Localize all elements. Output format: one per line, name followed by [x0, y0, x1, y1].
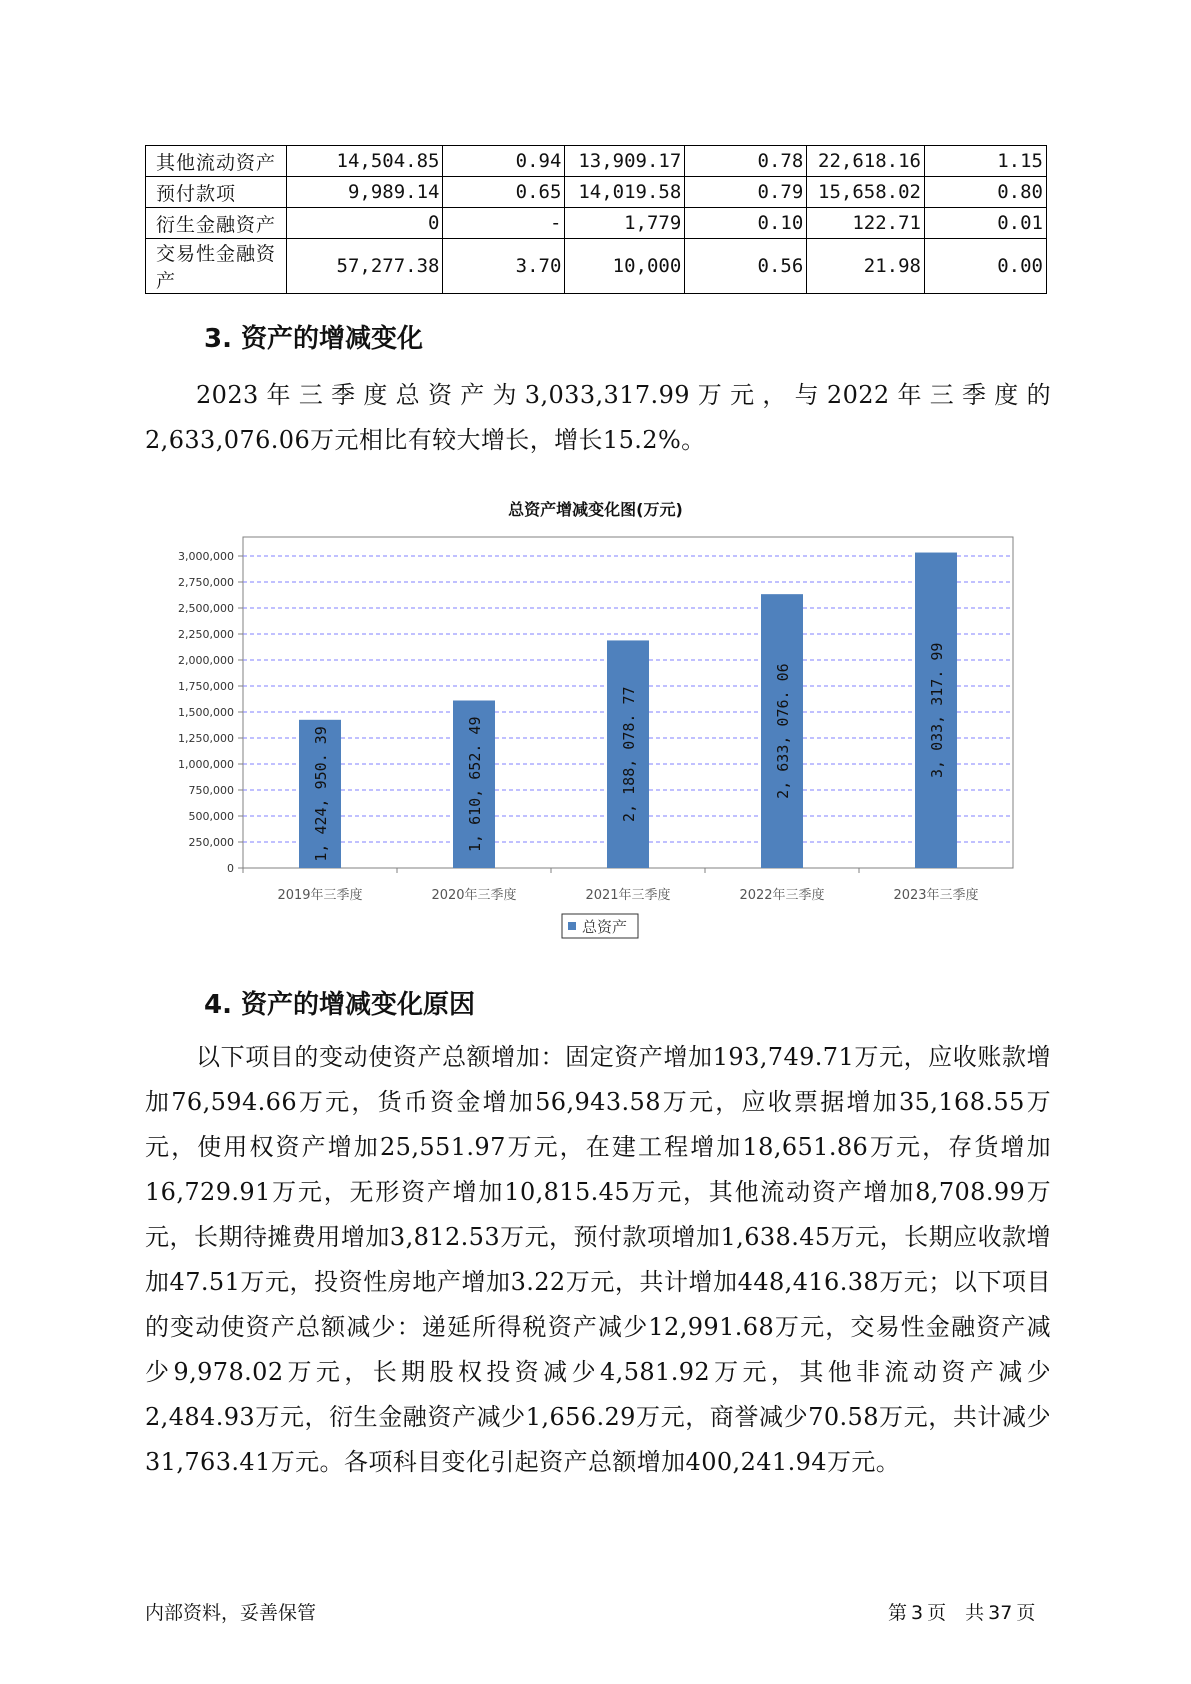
- table-cell: 0.79: [685, 177, 807, 208]
- bar-data-label: 3, 033, 317. 99: [928, 642, 946, 779]
- table-cell: 0.94: [443, 146, 565, 177]
- y-tick-label: 3,000,000: [178, 550, 234, 563]
- x-tick-label: 2021年三季度: [585, 888, 671, 903]
- y-tick-label: 1,250,000: [178, 732, 234, 745]
- table-cell: 21.98: [807, 239, 925, 294]
- x-tick-label: 2020年三季度: [431, 888, 517, 903]
- x-tick-label: 2022年三季度: [739, 888, 825, 903]
- table-cell: 0.80: [924, 177, 1046, 208]
- chart-legend: [562, 914, 638, 938]
- y-tick-label: 1,750,000: [178, 680, 234, 693]
- table-cell: 15,658.02: [807, 177, 925, 208]
- total-pages: 37: [988, 1602, 1013, 1624]
- table-cell: 22,618.16: [807, 146, 925, 177]
- footer-confidential-note: 内部资料，妥善保管: [145, 1602, 317, 1624]
- table-cell: 衍生金融资产: [146, 208, 287, 239]
- section4-heading: 4. 资产的增减变化原因: [204, 990, 476, 1020]
- page-suffix: 页: [1016, 1602, 1036, 1624]
- y-tick-label: 2,000,000: [178, 654, 234, 667]
- chart-y-axis: [178, 550, 243, 875]
- x-tick-label: 2023年三季度: [893, 888, 979, 903]
- y-tick-label: 2,250,000: [178, 628, 234, 641]
- table-cell: 0.01: [924, 208, 1046, 239]
- chart-x-axis: [243, 868, 979, 903]
- table-cell: 0.65: [443, 177, 565, 208]
- table-cell: 交易性金融资产: [146, 239, 287, 294]
- page-num: 3: [911, 1602, 924, 1624]
- y-tick-label: 500,000: [188, 810, 234, 823]
- y-tick-label: 2,500,000: [178, 602, 234, 615]
- page-mid: 页 共: [927, 1602, 985, 1624]
- section3-heading: 3. 资产的增减变化: [204, 324, 424, 354]
- bar-data-label: 1, 424, 950. 39: [312, 726, 330, 862]
- table-cell: 3.70: [443, 239, 565, 294]
- y-tick-label: 1,000,000: [178, 758, 234, 771]
- table-cell: 14,504.85: [287, 146, 443, 177]
- chart-title: 总资产增减变化图(万元): [508, 500, 683, 519]
- y-tick-label: 750,000: [188, 784, 234, 797]
- table-cell: 0.56: [685, 239, 807, 294]
- legend-label: 总资产: [582, 918, 628, 936]
- table-cell: 13,909.17: [565, 146, 685, 177]
- table-cell: 122.71: [807, 208, 925, 239]
- table-cell: 0.00: [924, 239, 1046, 294]
- table-cell: 0: [287, 208, 443, 239]
- section4-paragraph: 以下项目的变动使资产总额增加：固定资产增加193,749.71万元，应收账款增加76,594.66万元，货币资金增加56,943.58万元，应收票据增加35,168.55万元，使用权资产增加25,551.97万元，在建工程增加18,651.86万元，存货增加16,729.91万元，无形资产增加10,815.45万元，其他流动资产增加8,708.99万元，长期待摊费用增加3,812.53万元，预付款项增加1,638.45万元，长期应收款增加47.51万元，投资性房地产增加3.22万元，共计增加448,416.38万元；以下项目的变动使资产总额减少：递延所得税资产减少12,991.68万元，交易性金融资产减少9,978.02万元，长期股权投资减少4,581.92万元，其他非流动资产减少2,484.93万元，衍生金融资产减少1,656.29万元，商誉减少70.58万元，共计减少31,763.41万元。各项科目变化引起资产总额增加400,241.94万元。: [145, 1043, 1051, 1476]
- y-tick-label: 250,000: [188, 836, 234, 849]
- table-cell: 0.10: [685, 208, 807, 239]
- table-cell: 57,277.38: [287, 239, 443, 294]
- table-cell: 预付款项: [146, 177, 287, 208]
- page-prefix: 第: [888, 1602, 908, 1624]
- bar-data-label: 1, 610, 652. 49: [466, 716, 484, 852]
- table-cell: 9,989.14: [287, 177, 443, 208]
- table-cell: 10,000: [565, 239, 685, 294]
- table-cell: 其他流动资产: [146, 146, 287, 177]
- bar-data-label: 2, 188, 078. 77: [620, 686, 638, 822]
- table-cell: 0.78: [685, 146, 807, 177]
- x-tick-label: 2019年三季度: [277, 888, 363, 903]
- legend-swatch: [568, 922, 576, 930]
- table-cell: -: [443, 208, 565, 239]
- bar-data-label: 2, 633, 076. 06: [774, 663, 792, 799]
- section3-paragraph: 2023年三季度总资产为3,033,317.99万元，与2022年三季度的2,633,076.06万元相比有较大增长，增长15.2%。: [145, 381, 1051, 454]
- table-cell: 1,779: [565, 208, 685, 239]
- y-tick-label: 1,500,000: [178, 706, 234, 719]
- table-cell: 1.15: [924, 146, 1046, 177]
- y-tick-label: 2,750,000: [178, 576, 234, 589]
- y-tick-label: 0: [227, 862, 234, 875]
- footer-page-number: [888, 1598, 1039, 1625]
- table-cell: 14,019.58: [565, 177, 685, 208]
